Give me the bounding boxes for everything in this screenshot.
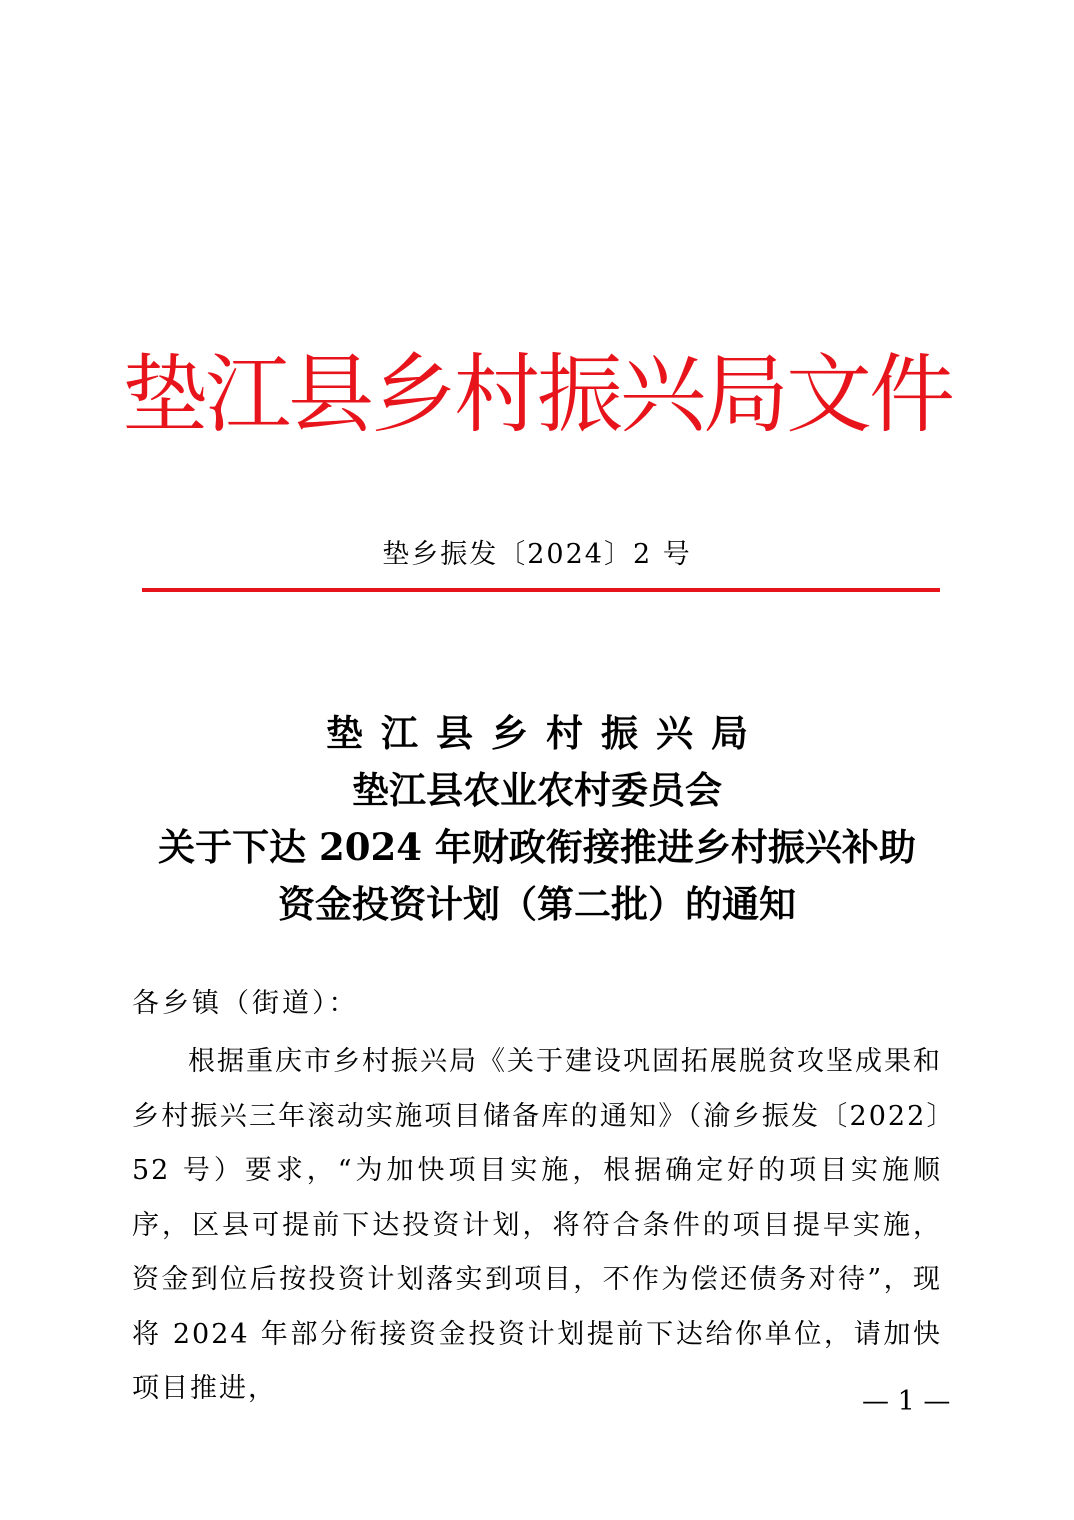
page-number: — 1 —	[862, 1386, 951, 1417]
red-divider-line	[142, 588, 940, 592]
document-number: 垫乡振发〔2024〕2 号	[382, 539, 692, 570]
document-title	[100, 705, 974, 933]
title-subject-2: 资金投资计划（第二批）的通知	[278, 882, 796, 926]
salutation: 各乡镇（街道）：	[132, 988, 359, 1019]
title-subject-1: 关于下达 2024 年财政衔接推进乡村振兴补助	[158, 825, 916, 869]
title-issuer-2: 垫江县农业农村委员会	[352, 768, 722, 812]
title-issuer-1: 垫江县乡村振兴局	[326, 711, 766, 755]
masthead-title: 垫江县乡村振兴局文件	[122, 345, 952, 445]
body-paragraph: 根据重庆市乡村振兴局《关于建设巩固拓展脱贫攻坚成果和乡村振兴三年滚动实施项目储备库的通知》（渝乡振发〔2022〕52 号）要求，“为加快项目实施，根据确定好的项目实施顺序，区县可提前下达投资计划，将符合条件的项目提早实施，资金到位后按投资计划落实到项目，不作为偿还债务对待”，现将 2024 年部分衔接资金投资计划提前下达给你单位，请加快项目推进，	[132, 1046, 942, 1404]
